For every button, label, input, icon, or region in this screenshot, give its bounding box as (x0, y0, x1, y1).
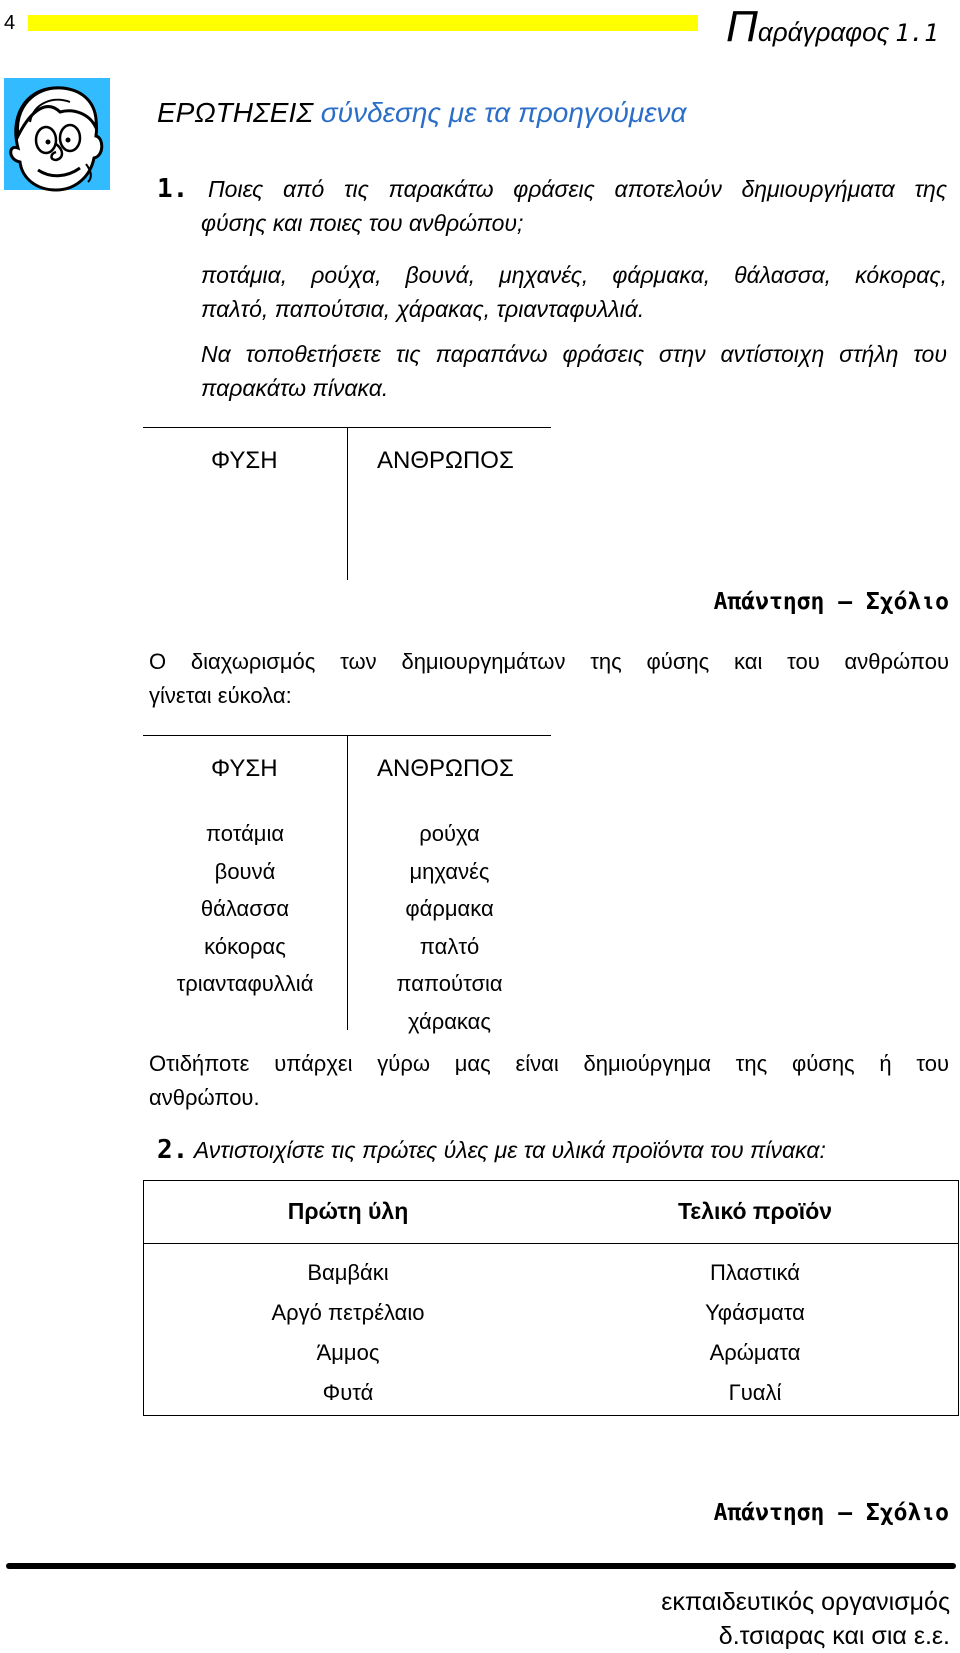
section-title (726, 2, 939, 52)
answer1-intro-line2: γίνεται εύκολα: (149, 683, 292, 708)
q2-products-column (552, 1253, 958, 1413)
answer1-nature-column (143, 815, 347, 1003)
list-item: χάρακας (408, 1008, 491, 1034)
q1-table-header-human: ΑΝΘΡΩΠΟΣ (377, 447, 514, 474)
q1-instruction-line1: Να τοποθετήσετε τις παραπάνω φράσεις στην αντίστοιχη στήλη του (201, 341, 947, 367)
answer1-outro-line1: Οτιδήποτε υπάρχει γύρω μας είναι δημιούργημα της φύσης ή του (149, 1051, 949, 1076)
q1-number: 1. (157, 174, 189, 204)
list-item: Πλαστικά (710, 1260, 800, 1285)
q1-table-header-nature: ΦΥΣΗ (211, 447, 278, 474)
list-item: Υφάσματα (705, 1300, 805, 1325)
q1-list-line1: ποτάμια, ρούχα, βουνά, μηχανές, φάρμακα, θάλασσα, κόκορας, (201, 262, 947, 288)
q2-raw-materials-column (144, 1253, 552, 1413)
cartoon-face-icon (4, 78, 110, 196)
answer2-label: Απάντηση – Σχόλιο (713, 1500, 949, 1526)
list-item: ποτάμια (205, 821, 285, 846)
q1-line1 (157, 172, 947, 206)
list-item: ρούχα (419, 821, 480, 846)
list-item: Αργό πετρέλαιο (271, 1300, 425, 1325)
questions-heading-part2: σύνδεσης με τα προηγούμενα (320, 97, 687, 128)
q1-table-divider (347, 427, 348, 580)
answer1-intro-line1: Ο διαχωρισμός των δημιουργημάτων της φύσης και του ανθρώπου (149, 649, 949, 674)
section-number: 1.1 (895, 19, 939, 47)
q1-instruction-line2: παρακάτω πίνακα. (201, 375, 389, 401)
footer-line2: δ.τσιαρας και σια ε.ε. (718, 1622, 950, 1650)
list-item: παπούτσια (396, 971, 503, 996)
list-item: Γυαλί (728, 1380, 782, 1405)
list-item: θάλασσα (200, 896, 290, 921)
list-item: τριανταφυλλιά (176, 971, 314, 996)
footer-rule (6, 1563, 956, 1569)
q1-text-line2: φύσης και ποιες του ανθρώπου; (201, 210, 524, 236)
list-item: Άμμος (316, 1340, 380, 1365)
footer-publisher (661, 1585, 950, 1653)
section-title-initial: Π (726, 2, 758, 51)
q2-line (157, 1133, 826, 1167)
section-title-rest: αράγραφος (757, 17, 890, 47)
answer1-label: Απάντηση – Σχόλιο (713, 589, 949, 615)
q2-table-header-rule (144, 1243, 958, 1244)
q2-table (143, 1180, 959, 1416)
page-number: 4 (4, 12, 16, 34)
answer1-human-column (348, 815, 551, 1040)
list-item: βουνά (214, 858, 276, 884)
list-item: φάρμακα (405, 896, 494, 921)
answer1-outro-line2: ανθρώπου. (149, 1085, 260, 1110)
list-item: παλτό (419, 933, 480, 959)
list-item: κόκορας (204, 933, 286, 959)
q1-text-line1: Ποιες από τις παρακάτω φράσεις αποτελούν δημιουργήματα της (208, 176, 948, 202)
answer1-table-header-nature: ΦΥΣΗ (211, 755, 278, 782)
q2-text: Αντιστοιχίστε τις πρώτες ύλες με τα υλικά προϊόντα του πίνακα: (193, 1137, 826, 1163)
footer-line1: εκπαιδευτικός οργανισμός (661, 1588, 950, 1616)
answer1-table-header-human: ΑΝΘΡΩΠΟΣ (377, 755, 514, 782)
q2-number: 2. (157, 1135, 189, 1165)
q2-table-header-product: Τελικό προϊόν (677, 1198, 833, 1224)
q1-list-line2: παλτό, παπούτσια, χάρακας, τριανταφυλλιά. (201, 296, 645, 322)
q2-table-header-raw: Πρώτη ύλη (287, 1198, 409, 1224)
header-highlight-bar (28, 15, 698, 31)
list-item: μηχανές (409, 858, 490, 884)
list-item: Φυτά (322, 1380, 374, 1405)
list-item: Αρώματα (709, 1340, 801, 1365)
list-item: Βαμβάκι (307, 1260, 389, 1285)
questions-heading (157, 97, 687, 129)
questions-heading-part1: ΕΡΩΤΗΣΕΙΣ (157, 97, 314, 128)
